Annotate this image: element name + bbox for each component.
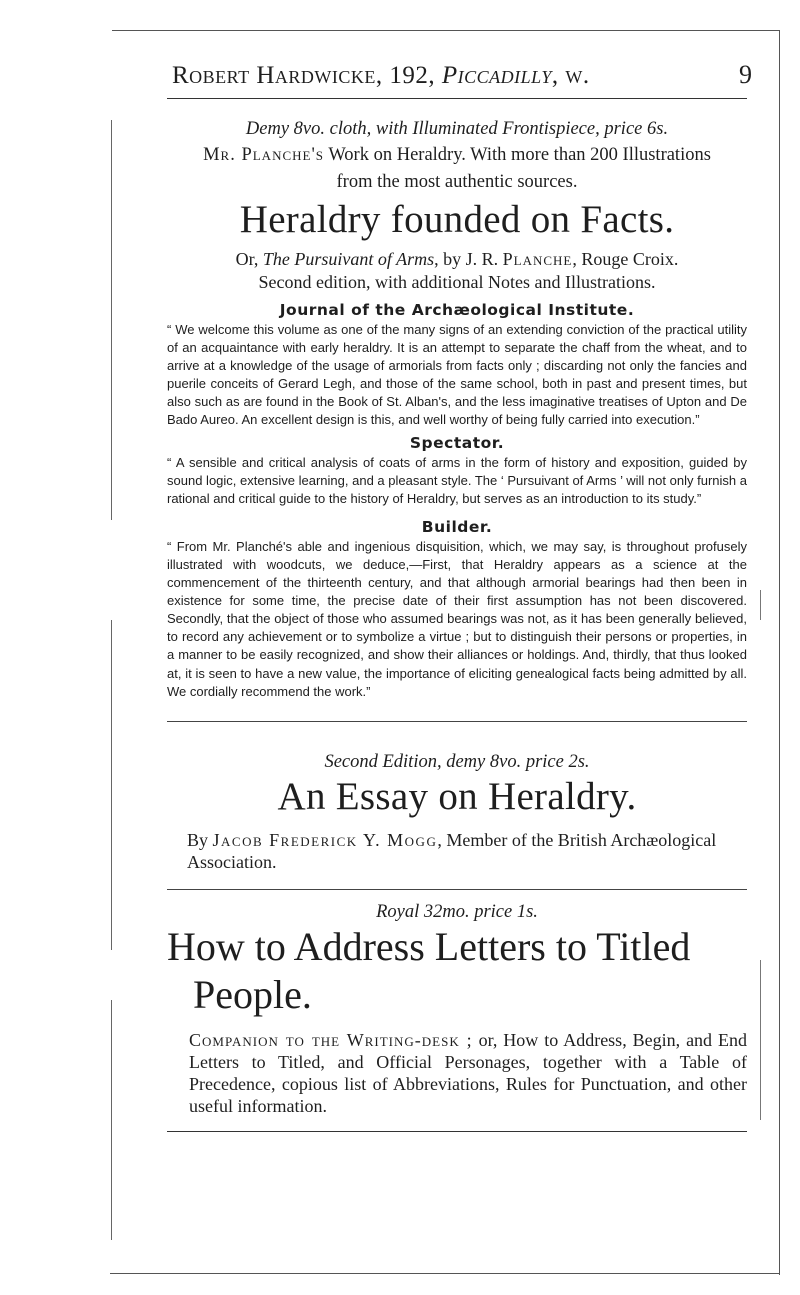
subtitle-line: Or, The Pursuivant of Arms, by J. R. Planche, Rouge Croix. <box>235 249 679 269</box>
edition-line: Second edition, with additional Notes and Illustrations. <box>258 272 656 292</box>
section-rule <box>167 721 747 722</box>
book-title: An Essay on Heraldry. <box>277 774 637 818</box>
review-text: “ A sensible and critical analysis of coats of arms in the form of history and exposition, guided by sound logic, extensive learning, and a pleasant style. The ‘ Pursuivant of Arms ’ will not only furnish a rational and critical guide to the history of Heraldry, but serves as an introduction to its study.” <box>167 454 747 506</box>
scan-border-right <box>779 30 780 1275</box>
format-line: Demy 8vo. cloth, with Illuminated Frontispiece, price 6s. <box>245 119 669 139</box>
review-text: “ From Mr. Planché's able and ingenious disquisition, which, we may say, is throughout profusely illustrated with woodcuts, we deduce,—First, that Heraldry appears as a science at the commencement of the thirteenth century, and that although armorial bearings had then been in existence for some time, the precise date of their first assumption has not been discovered. Secondly, that the object of those who assumed bearings was not, as it has been generally believed, to record any achievement or to symbolize a virtue ; but to distinguish their persons or properties, in a manner to be easily recognized, and show their alliances or holdings. And, thirdly, that thus looked at, it is seen to have a new value, the importance of eliciting genealogical facts being admitted by all. We cordially recommend the work.” <box>167 538 747 699</box>
header-rule <box>167 98 747 99</box>
page-number: 9 <box>739 60 752 89</box>
scan-edge-right <box>760 960 761 1120</box>
format-line: Second Edition, demy 8vo. price 2s. <box>324 751 590 772</box>
author-line: By Jacob Frederick Y. Mogg, Member of the British Archæological Association. <box>187 829 717 872</box>
publisher-address: Robert Hardwicke, 192, Piccadilly, w. <box>172 62 590 89</box>
scan-edge-left <box>111 620 112 950</box>
page <box>167 60 752 1132</box>
review-text: “ We welcome this volume as one of the many signs of an extending conviction of the practical utility of an acquaintance with early heraldry. It is an attempt to separate the chaff from the wheat, and to arrive at a knowledge of the usage of armorials from facts only ; discarding not only the fancies and puerile conceits of Gerard Legh, and those of the same school, both in past and present times, but also such as are found in the Book of St. Alban's, and the less imaginative treatises of Upton and De Bado Aureo. An excellent design is this, and well worthy of being fully carried into execution.” <box>167 322 747 428</box>
book-how-to-address-letters <box>167 902 747 1117</box>
intro-line-2: from the most authentic sources. <box>336 172 578 192</box>
scan-edge-right <box>760 590 761 620</box>
book-heraldry-founded-on-facts <box>167 119 747 701</box>
scan-border-top <box>112 30 780 31</box>
review-source: Builder. <box>421 517 493 536</box>
intro-line: Mr. Planche's Work on Heraldry. With more than 200 Illustrations <box>203 145 711 165</box>
scan-edge-left <box>111 1000 112 1240</box>
running-head <box>167 60 752 94</box>
book-title: Heraldry founded on Facts. <box>239 198 675 241</box>
review-source: Journal of the Archæological Institute. <box>279 301 635 319</box>
bottom-rule <box>167 1131 747 1132</box>
scan-edge-left <box>111 120 112 520</box>
review-source: Spectator. <box>409 433 505 452</box>
format-line: Royal 32mo. price 1s. <box>376 901 538 922</box>
scan-border-bottom <box>110 1273 780 1274</box>
book-essay-on-heraldry <box>167 752 747 873</box>
book-title-continued: People. <box>193 971 312 1017</box>
book-description: Companion to the Writing-desk ; or, How to Address, Begin, and End Letters to Titled, and Official Personages, together with a Table of Precedence, copious list of Abbreviations, Rules for Punctuation, and other useful information. <box>189 1029 747 1116</box>
book-title: How to Address Letters to Titled <box>167 923 691 969</box>
section-rule <box>167 889 747 890</box>
